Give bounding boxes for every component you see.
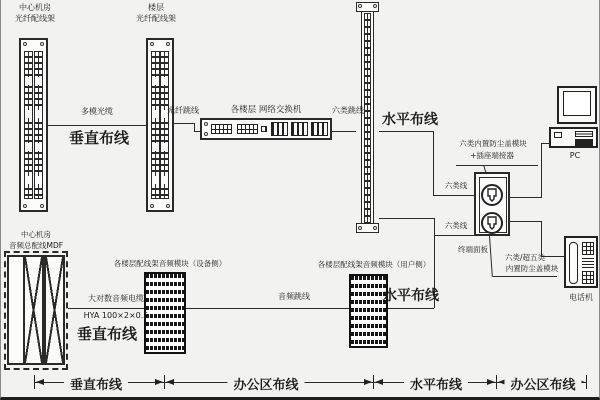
mdf-terminal-block-icon <box>44 255 65 365</box>
faceplate-icon <box>474 172 510 236</box>
wire-fiber-jumper <box>174 123 194 124</box>
mdf-terminal-block-icon <box>23 255 44 365</box>
phone-handset-icon <box>569 242 578 284</box>
audio-module-equipment-icon <box>144 272 186 354</box>
cat6-line-label-lower: 六类线 <box>444 221 468 230</box>
dimension-tick <box>34 375 35 389</box>
screw-icon <box>373 226 377 230</box>
dimension-label-office1: 办公区布线 <box>227 374 304 393</box>
floor-fiber-panel-icon <box>146 38 174 212</box>
wire-user-module-riser <box>388 308 434 309</box>
pc-power-button <box>554 132 562 138</box>
wire-audio-trunk <box>68 308 144 309</box>
switch-port-grid <box>211 124 232 134</box>
dimension-tick <box>586 375 587 389</box>
switch-slot-group <box>271 122 288 136</box>
cat6-panel-bottom-cap <box>356 223 379 233</box>
wire-faceplate-to-pc <box>510 197 541 198</box>
fiber-port-column <box>160 51 169 199</box>
pc-label: PC <box>569 151 581 160</box>
dimension-tick <box>496 375 497 389</box>
fiber-port-column <box>151 51 160 199</box>
wire-faceplate-to-pc <box>541 143 542 198</box>
dimension-tick <box>164 375 165 389</box>
pc-screen <box>563 91 591 116</box>
faceplate-label: 终端面板 <box>458 245 488 254</box>
phone-keypad-icon <box>582 271 594 284</box>
pc-drive-bay <box>575 131 593 137</box>
floor-fiber-panel-title-line2: 光纤配线架 <box>136 14 176 23</box>
screw-icon <box>40 42 44 46</box>
mdf-title-line1: 中心机房 <box>21 230 51 239</box>
vertical-cabling-label-bottom: 垂直布线 <box>76 325 138 343</box>
pc-vent-block <box>575 139 593 146</box>
multimode-cable-label: 多模光缆 <box>81 107 113 116</box>
central-fiber-panel-icon <box>19 38 48 212</box>
keystone-jack-icon <box>483 186 501 204</box>
annotation-underline <box>493 276 557 277</box>
dimension-tick <box>373 375 374 389</box>
phone-lines <box>582 258 594 268</box>
combo-module-label-line2: 内置防尘盖模块 <box>505 264 559 273</box>
screw-icon <box>358 4 362 8</box>
wire-cat6-lower <box>379 218 434 219</box>
screw-icon <box>150 204 154 208</box>
dimension-arrow-icon <box>155 379 163 385</box>
dimension-arrow-icon <box>375 379 383 385</box>
screw-icon <box>358 226 362 230</box>
fiber-jumper-label: 光纤跳线 <box>167 106 199 115</box>
central-fiber-panel-title-line1: 中心机房 <box>19 3 51 12</box>
wire-cat6-jumper <box>332 131 356 132</box>
telephone-label: 电话机 <box>569 293 593 302</box>
telephone-icon <box>564 236 598 288</box>
annotation-pointer-line <box>489 236 493 277</box>
switch-uplink-port <box>261 126 267 132</box>
audio-module-user-title: 各楼层配线架音频模块（用户侧） <box>317 260 431 269</box>
audio-jumper-label: 音频跳线 <box>278 292 310 301</box>
audio-cable-label-line1: 大对数音频电缆 <box>88 294 144 303</box>
cat6-port-column <box>364 13 371 223</box>
switch-title: 各楼层 网络交换机 <box>230 105 302 115</box>
screw-icon <box>204 132 208 136</box>
cat6-module-label-line1: 六类内置防尘盖模块 <box>459 139 527 148</box>
dimension-label-office2: 办公区布线 <box>504 374 581 393</box>
annotation-underline <box>456 165 538 166</box>
pc-monitor-icon <box>557 86 597 124</box>
wire-faceplate-to-phone <box>510 221 541 222</box>
wire-horizontal-cat6 <box>433 195 474 196</box>
dimension-arrow-icon <box>364 379 372 385</box>
central-fiber-panel-title-line2: 光纤配线架 <box>15 14 55 23</box>
dimension-label-vertical: 垂直布线 <box>64 374 128 393</box>
screw-icon <box>204 122 208 126</box>
wire-multimode-fiber <box>48 125 146 126</box>
floor-fiber-panel-title-line1: 楼层 <box>148 3 164 12</box>
wire-cat6-lower <box>434 235 474 236</box>
wire-faceplate-to-phone <box>541 221 542 256</box>
cat6-line-label-upper: 六类线 <box>444 181 468 190</box>
fiber-port-column <box>24 51 33 199</box>
vertical-cabling-label-top: 垂直布线 <box>68 129 130 147</box>
wire-horizontal-cat6 <box>379 131 433 132</box>
wire-audio-jumper <box>186 308 349 309</box>
screw-icon <box>23 42 27 46</box>
phone-keypad-icon <box>582 242 594 255</box>
keystone-jack-icon <box>483 214 501 232</box>
audio-module-equipment-title: 各楼层配线架音频模块（设备侧） <box>113 259 227 268</box>
network-switch-icon <box>200 118 332 140</box>
rj45-socket-icon <box>481 184 503 206</box>
dimension-label-horizontal: 水平布线 <box>404 374 468 393</box>
cat6-patch-panel-icon <box>361 2 374 233</box>
screw-icon <box>150 42 154 46</box>
fiber-port-column <box>34 51 43 199</box>
screw-icon <box>166 42 170 46</box>
horizontal-cabling-label-bottom: 水平布线 <box>383 288 439 304</box>
audio-cable-label-line2: HYA 100×2×0.5 <box>83 311 149 320</box>
combo-module-label-line1: 六类/超五类 <box>504 253 546 262</box>
screw-icon <box>23 204 27 208</box>
dimension-arrow-icon <box>166 379 174 385</box>
dimension-arrow-icon <box>36 379 44 385</box>
screw-icon <box>373 4 377 8</box>
wire-horizontal-cat6 <box>433 131 434 195</box>
switch-slot-group <box>311 122 328 136</box>
cat6-panel-top-cap <box>356 2 379 12</box>
screw-icon <box>40 204 44 208</box>
switch-slot-group <box>291 122 308 136</box>
switch-port-grid <box>237 124 258 134</box>
mdf-title-line2: 音频总配线MDF <box>8 241 64 250</box>
screw-icon <box>166 204 170 208</box>
dimension-arrow-icon <box>487 379 495 385</box>
cat6-module-label-line2: +插座端接器 <box>470 151 514 160</box>
pc-case-icon <box>549 127 598 148</box>
cat6-jumper-label: 六类跳线 <box>332 106 364 115</box>
rj11-socket-icon <box>481 212 503 234</box>
wire-fiber-jumper <box>194 131 200 132</box>
horizontal-cabling-label-top: 水平布线 <box>382 112 438 128</box>
